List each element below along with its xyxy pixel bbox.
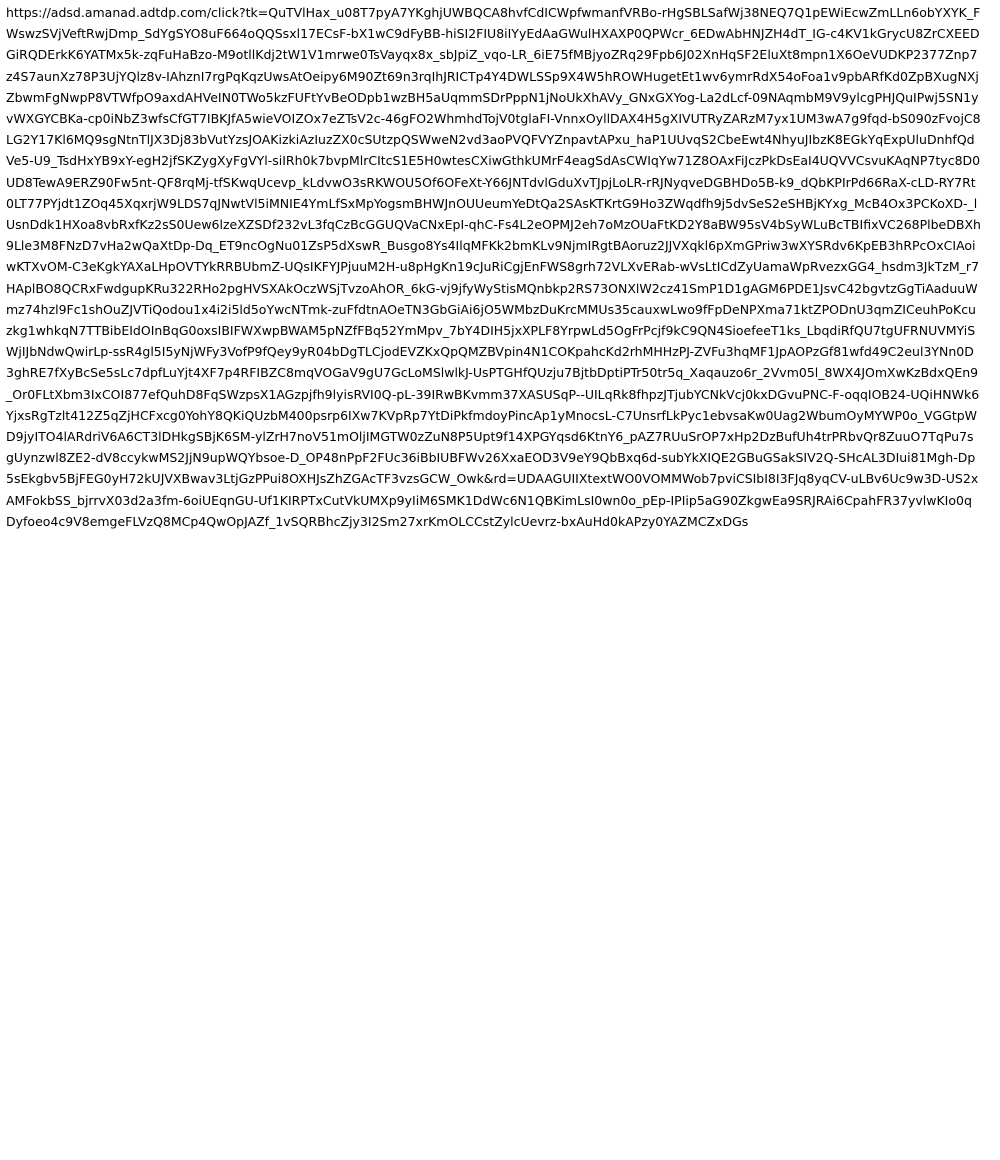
raw-url-text: https://adsd.amanad.adtdp.com/click?tk=QuTVlHax_u08T7pyA7YKghjUWBQCA8hvfCdICWpfwmanfVRBo-rHgSBLSafWj38NEQ7Q1pEWiEcwZmLLn6obYXYK_FWswzSVjVeftRwjDmp_SdYgSYO8uF664oQQSsxl17ECsF-bX1wC9dFyBB-hiSI2FIU8iIYyEdAaGWulHXAXP0QPWcr_6EDwAbHNJZH4dT_IG-c4KV1kGrycU8ZrCXEEDGiRQDErkK6YATMx5k-zqFuHaBzo-M9otllKdj2tW1V1mrwe0TsVayqx8x_sbJpiZ_vqo-LR_6iE75fMBjyoZRq29Fpb6J02XnHqSF2EluXt8mpn1X6OeVUDKP2377Znp7z4S7aunXz78P3UjYQlz8v-IAhznI7rgPqKqzUwsAtOeipy6M90Zt69n3rqIhJRICTp4Y4DWLSSp9X4W5hROWHugetEt1wv6ymrRdX54oFoa1v9pbARfKd0ZpBXugNXjZbwmFgNwpP8VTWfpO9axdAHVeIN0TWo5kzFUFtYvBeODpb1wzBH5aUqmmSDrPppN1jNoUkXhAVy_GNxGXYog-La2dLcf-09NAqmbM9V9ylcgPHJQuIPwj5SN1yvWXGYCBKa-cp0iNbZ3wfsCfGT7IBKJfA5wieVOIZOx7eZTsV2c-46gFO2WhmhdTojV0tglaFI-VnnxOyllDAX4H5gXIVUTRyZARzM7yx1UM3wA7g9fqd-bS090zFvojC8LG2Y17Kl6MQ9sgNtnTlJX3Dj83bVutYzsJOAKizkiAzIuzZX0cSUtzpQSWweN2vd3aoPVQFVYZnpavtAPxu_haP1UUvqS2CbeEwt4NhyuJIbzK8EGkYqExpUluDnhfQdVe5-U9_TsdHxYB9xY-egH2jfSKZygXyFgVYl-siIRh0k7bvpMlrCItcS1E5H0wtesCXiwGthkUMrF4eagSdAsCWIqYw71Z8OAxFiJczPkDsEaI4UQVVCsvuKAqNP7tyc8D0UD8TewA9ERZ90Fw5nt-QF8rqMj-tfSKwqUcevp_kLdvwO3sRKWOU5Of6OFeXt-Y66JNTdvlGduXvTJpjLoLR-rRJNyqveDGBHDo5B-k9_dQbKPIrPd66RaX-cLD-RY7Rt0LT77PYjdt1ZOq45XqxrjW9LDS7qJNwtVl5iMNIE4YmLfSxMpYogsmBHWJnOUUeumYeDtQa2SAsKTKrtG9Ho3ZWqdfh9j5dvSeS2eSHBjKYxg_McB4Ox3PCKoXD-_lUsnDdk1HXoa8vbRxfKz2sS0Uew6lzeXZSDf232vL3fqCzBcGGUQVaCNxEpI-qhC-Fs4L2eOPMJ2eh7oMzOUaFtKD2Y8aBW95sV4bSyWLuBcTBIfixVC268PlbeDBXh9Lle3M8FNzD7vHa2wQaXtDp-Dq_ET9ncOgNu01ZsP5dXswR_Busgo8Ys4IlqMFKk2bmKLv9NjmIRgtBAoruz2JJVXqkl6pXmGPriw3wXYSRdv6KpEB3hRPcOxCIAoiwKTXvOM-C3eKgkYAXaLHpOVTYkRRBUbmZ-UQsIKFYJPjuuM2H-u8pHgKn19cJuRiCgjEnFWS8grh72VLXvERab-wVsLtICdZyUamaWpRvezxGG4_hsdm3JkTzM_r7HAplBO8QCRxFwdgupKRu322RHo2pgHVSXAkOczWSjTvzoAhOR_6kG-vj9jfyWyStisMQnbkp2RS73ONXlW2cz41SmP1D1gAGM6PDE1JsvC42bgvtzGgTiAaduuWmz74hzl9Fc1shOuZJVTiQodou1x4i2i5ld5oYwcNTmk-zuFfdtnAOeTN3GbGiAi6jO5WMbzDuKrcMMUs35cauxwLwo9fFpDeNPXma71ktZPODnU3qmZICeuhPoKcuzkg1whkqN7TTBibEIdOInBqG0oxsIBIFWXwpBWAM5pNZfFBq52YmMpv_7bY4DIH5jxXPLF8YrpwLd5OgFrPcjf9kC9QN4SioefeeT1ks_LbqdiRfQU7tgUFRNUVMYiSWjIJbNdwQwirLp-ssR4gl5I5yNjWFy3VofP9fQey9yR04bDgTLCjodEVZKxQpQMZBVpin4N1COKpahcKd2rhMHHzPJ-ZVFu3hqMF1JpAOPzGf81wfd49C2eul3YNn0D3ghRE7fXyBcSe5sLc7dpfLuYjt4XF7p4RFIBZC8mqVOGaV9gU7GcLoMSlwlkJ-UsPTGHfQUzju7BjtbDptiPTr50tr5q_Xaqauzo6r_2Vvm05l_8WX4JOmXwKzBdxQEn9_Or0FLtXbm3IxCOI877efQuhD8FqSWzpsX1AGzpjfh9lyisRVI0Q-pL-39IRwBKvmm37XASUSqP--UILqRk8fhpzJTjubYCNkVcj0kxDGvuPNC-F-oqqIOB24-UQiHNWk6YjxsRgTzlt412Z5qZjHCFxcg0YohY8QKiQUzbM400psrp6IXw7KVpRp7YtDiPkfmdoyPincAp1yMnocsL-C7UnsrfLkPyc1ebvsaKw0Uag2WbumOyMYWP0o_VGGtpWD9jyITO4lARdriV6A6CT3lDHkgSBjK6SM-ylZrH7noV51mOljIMGTW0zZuN8P5Upt9f14XPGYqsd6KtnY6_pAZ7RUuSrOP7xHp2DzBufUh4trPRbvQr8ZuuO7TqPu7sgUynzwl8ZE2-dV8ccykwMS2JjN9upWQYbsoe-D_OP48nPpF2FUc36iBbIUBFWv26XxaEOD3V9eY9QbBxq6d-subYkXIQE2GBuGSakSIV2Q-SHcAL3DIui81Mgh-Dp5sEkgbv5BjFEG0yH72kUJVXBwav3LtjGzPPui8OXHJsZhZGAcTF3vzsGCW_Owk&rd=UDAAGUIIXtextWO0VOMMWob7pviCSIbI8I3FJq8yqCV-uLBv6Uc9w3D-US2xAMFokbSS_bjrrvX03d2a3fm-6oiUEqnGU-Uf1KIRPTxCutVkUMXp9yIiM6SMK1DdWc6N1QBKimLsI0wn0o_pEp-IPIip5aG90ZkgwEa9SRJRAi6CpahFR37yvlwKIo0qDyfoeo4c9V8emgeFLVzQ8MCp4QwOpJAZf_1vSQRBhcZjy3I2Sm27xrKmOLCCstZylcUevrz-bxAuHd0kAPzy0YAZMCZxDGs (6, 5, 981, 529)
